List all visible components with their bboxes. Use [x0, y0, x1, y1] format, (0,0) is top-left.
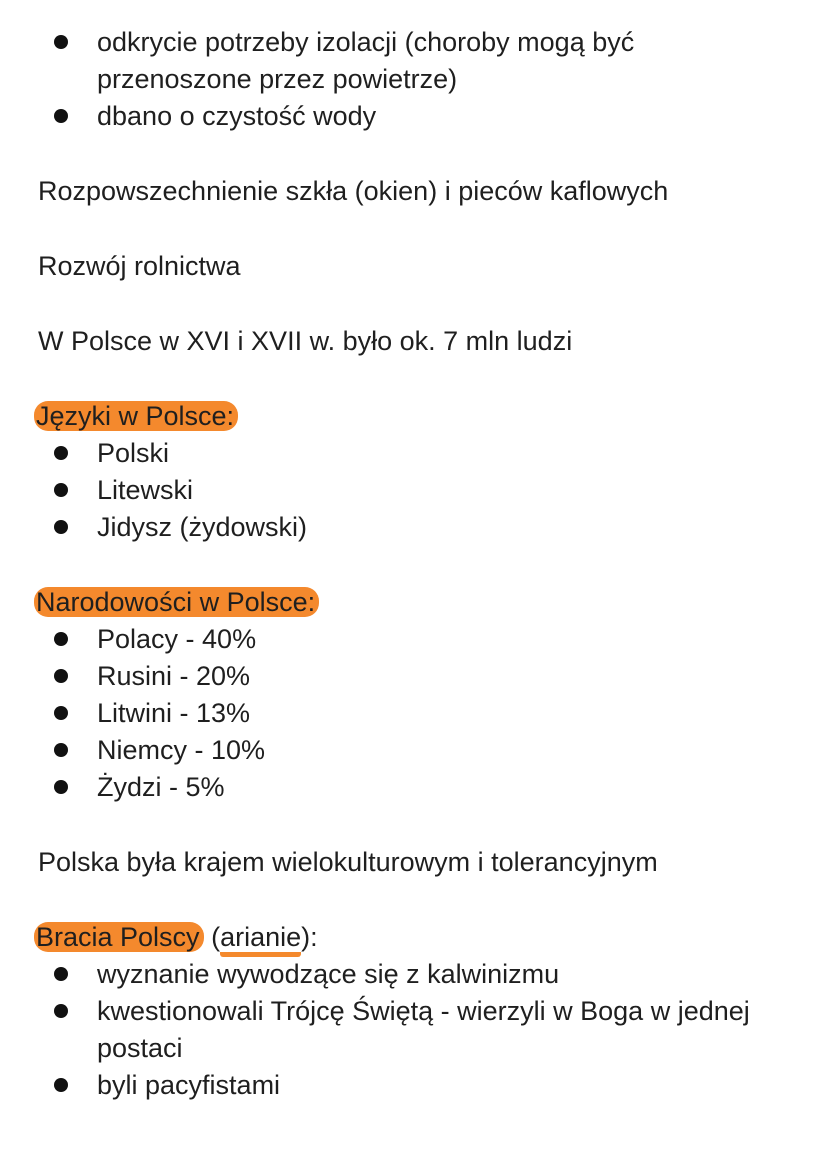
- brethren-heading-close: ):: [301, 922, 318, 952]
- paragraph-population: W Polsce w XVI i XVII w. było ok. 7 mln ludzi: [38, 326, 573, 356]
- nationalities-heading-text: Narodowości w Polsce:: [34, 587, 319, 617]
- list-item: kwestionowali Trójcę Świętą - wierzyli w Boga w jednej postaci: [0, 993, 828, 1067]
- brethren-list: [0, 956, 828, 1104]
- list-item: byli pacyfistami: [0, 1067, 828, 1104]
- languages-heading-text: Języki w Polsce:: [34, 401, 238, 431]
- paragraph-glass: Rozpowszechnienie szkła (okien) i pieców kaflowych: [38, 176, 669, 206]
- list-item: Litwini - 13%: [0, 695, 828, 732]
- list-item: Jidysz (żydowski): [0, 509, 828, 546]
- list-item: Rusini - 20%: [0, 658, 828, 695]
- list-item: Litewski: [0, 472, 828, 509]
- languages-list: [0, 435, 828, 546]
- list-item: Żydzi - 5%: [0, 769, 828, 806]
- list-item: odkrycie potrzeby izolacji (choroby mogą być przenoszone przez powietrze): [0, 24, 828, 98]
- top-bullet-list: [0, 24, 828, 135]
- list-item: Polski: [0, 435, 828, 472]
- brethren-heading-open: (: [203, 922, 221, 952]
- brethren-heading-alt: arianie: [220, 922, 301, 957]
- paragraph-multicultural: Polska była krajem wielokulturowym i tolerancyjnym: [38, 847, 658, 877]
- list-item: wyznanie wywodzące się z kalwinizmu: [0, 956, 828, 993]
- nationalities-list: [0, 621, 828, 806]
- list-item: Polacy - 40%: [0, 621, 828, 658]
- list-item: dbano o czystość wody: [0, 98, 828, 135]
- list-item: Niemcy - 10%: [0, 732, 828, 769]
- paragraph-agriculture: Rozwój rolnictwa: [38, 251, 241, 281]
- brethren-heading: [0, 919, 828, 956]
- languages-heading: [0, 398, 828, 435]
- brethren-heading-main: Bracia Polscy: [34, 922, 204, 952]
- nationalities-heading: [0, 584, 828, 621]
